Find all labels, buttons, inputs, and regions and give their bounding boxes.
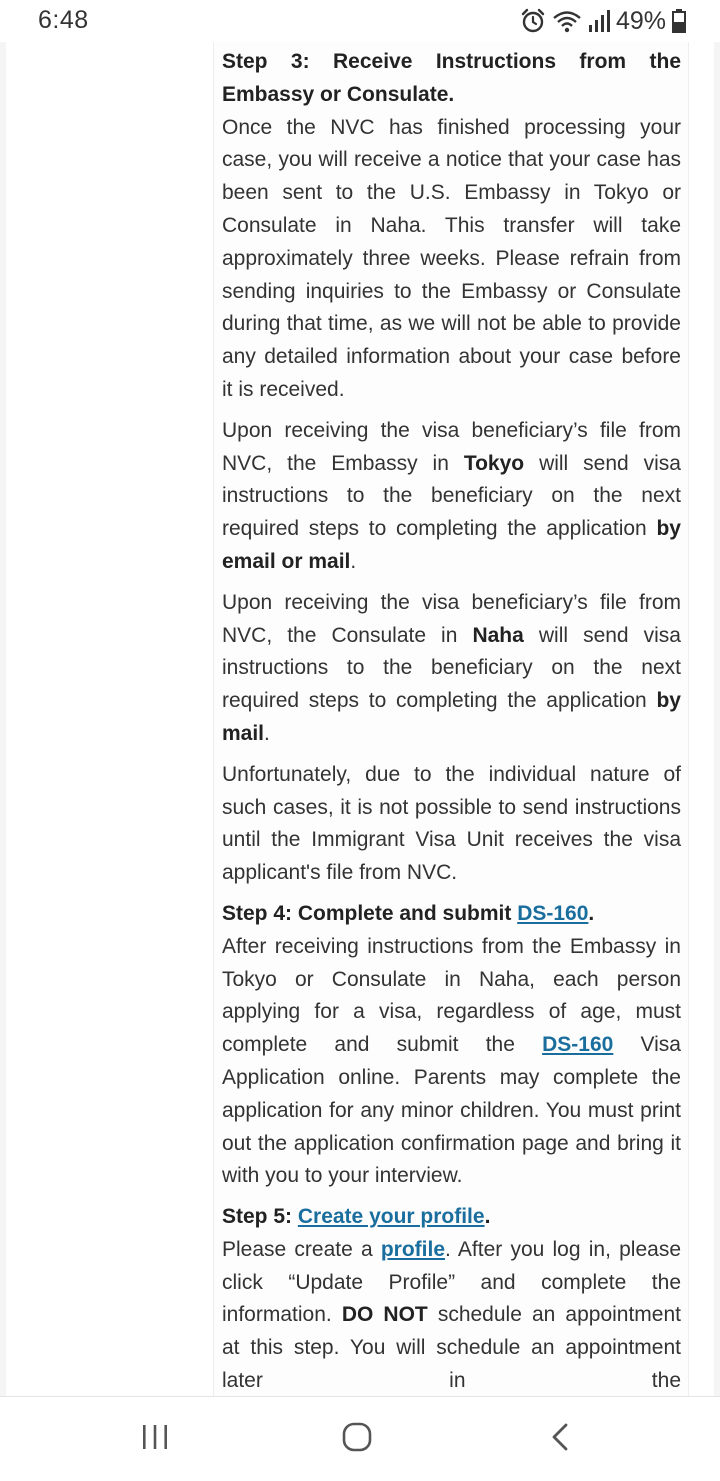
bold-naha: Naha — [472, 623, 524, 647]
web-page[interactable] — [0, 42, 720, 1396]
battery-percent: 49% — [615, 6, 666, 35]
article-content — [222, 46, 681, 1396]
text-segment: schedule an appointment at this step. You will schedule an appointment later in the — [222, 1303, 681, 1393]
text-segment: Please create a — [222, 1237, 381, 1261]
step3-paragraph-4: Unfortunately, due to the individual nature of such cases, it is not possible to send instructions until the Immigrant Visa Unit receives the visa applicant's file from NVC. — [222, 762, 681, 885]
text-segment: . — [588, 901, 595, 925]
back-button[interactable] — [530, 1419, 590, 1459]
text-segment: . After you log in, please click “Update Profile” and complete the information. — [222, 1237, 681, 1327]
text-segment: Upon receiving the visa beneficiary’s file from NVC, the Embassy in — [222, 418, 681, 475]
status-time: 6:48 — [38, 6, 89, 34]
step5-paragraph-1 — [222, 1234, 681, 1396]
create-profile-link[interactable]: Create your profile — [297, 1205, 485, 1229]
back-chevron-icon — [549, 1422, 571, 1457]
text-segment: . — [264, 721, 270, 745]
text-segment: . — [484, 1205, 491, 1229]
home-icon — [341, 1421, 373, 1458]
bold-by-mail: by mail — [222, 689, 681, 745]
ds160-heading-link[interactable]: DS-160 — [517, 901, 589, 925]
text-segment: will send visa instructions to the beneficiary on the next required steps to completing the application — [222, 451, 681, 541]
profile-link[interactable]: profile — [380, 1237, 446, 1261]
bold-do-not: DO NOT — [341, 1303, 428, 1327]
home-button[interactable] — [327, 1419, 387, 1459]
text-segment: Visa Application online. Parents may complete the application for any minor children. You must print out the application confirmation page and bring it with you to your interview. — [222, 1033, 681, 1188]
step5-heading — [222, 1201, 681, 1234]
step3-paragraph-2 — [222, 415, 681, 579]
step3-heading — [222, 46, 681, 112]
signal-icon — [588, 9, 610, 33]
recent-apps-button[interactable] — [125, 1419, 185, 1459]
status-icons — [520, 6, 686, 36]
battery-icon — [672, 9, 686, 33]
text-segment: will send visa instructions to the beneficiary on the next required steps to completing the application — [222, 623, 681, 713]
step4-heading — [222, 898, 681, 931]
navigation-bar — [0, 1396, 720, 1481]
ds160-inline-link[interactable]: DS-160 — [542, 1033, 614, 1057]
wifi-icon — [552, 8, 582, 34]
bold-tokyo: Tokyo — [463, 451, 525, 475]
text-segment: After receiving instructions from the Embassy in Tokyo or Consulate in Naha, each person applying for a visa, regardless of age, must complete and submit the — [222, 934, 681, 1057]
step3-heading-text: Step 3: Receive Instructions from the Embassy or Consulate. — [222, 50, 681, 106]
alarm-icon — [520, 8, 546, 34]
text-segment: . — [350, 549, 357, 573]
step4-heading-text: Step 4: Complete and submit — [222, 901, 518, 925]
text-segment: Upon receiving the visa beneficiary’s file from NVC, the Consulate in — [222, 590, 681, 647]
step4-paragraph-1 — [222, 931, 681, 1193]
status-bar — [0, 0, 720, 42]
recent-apps-icon — [140, 1423, 170, 1456]
step5-heading-text: Step 5: — [222, 1205, 298, 1229]
step3-paragraph-3 — [222, 587, 681, 751]
bold-email-or-mail: by email or mail — [222, 517, 681, 573]
step3-paragraph-1: Once the NVC has finished processing your case, you will receive a notice that your case has been sent to the U.S. Embassy in Tokyo or Consulate in Naha. This transfer will take approximately three weeks. Please refrain from sending inquiries to the Embassy or Consulate during that time, as we will not be able to provide any detailed information about your case before it is received. — [222, 115, 681, 401]
